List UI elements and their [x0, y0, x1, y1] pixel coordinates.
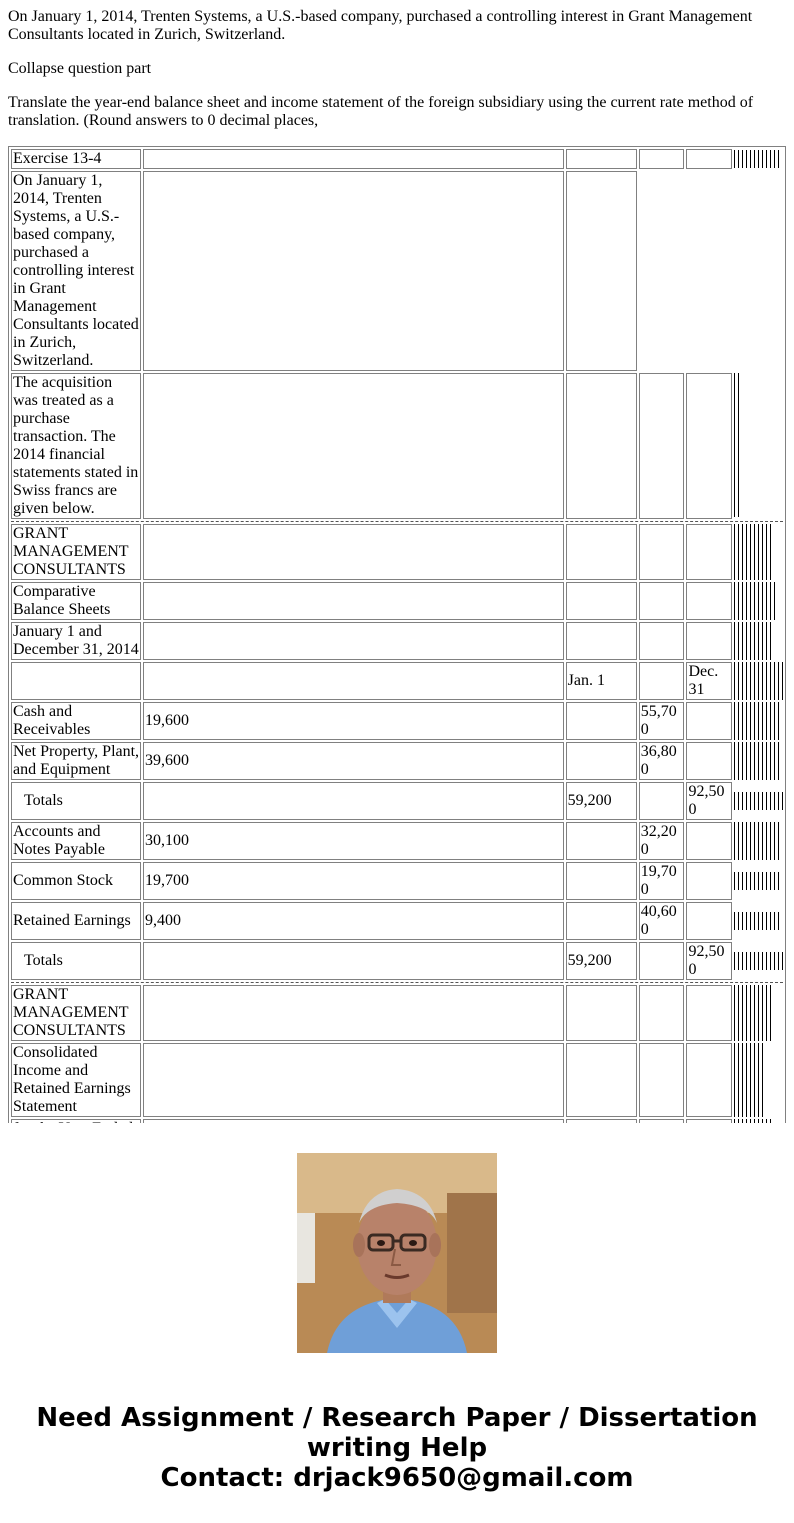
promo-text: [0, 1403, 794, 1493]
dec-total: 92,500: [686, 782, 732, 820]
exercise-table-container: [8, 146, 786, 1123]
table-row: [11, 902, 783, 940]
row-label: Totals: [11, 942, 141, 980]
dec-total: 92,500: [686, 942, 732, 980]
dec-value: 40,600: [639, 902, 685, 940]
jan-total: 59,200: [566, 942, 637, 980]
column-header-jan: Jan. 1: [566, 662, 637, 700]
person-portrait-icon: [297, 1153, 497, 1353]
row-label: Cash and Receivables: [11, 702, 141, 740]
dec-value: 32,200: [639, 822, 685, 860]
jan-value: 39,600: [143, 742, 564, 780]
column-header-dec: Dec. 31: [686, 662, 732, 700]
table-row: [11, 702, 783, 740]
table-row: [11, 742, 783, 780]
exercise-label: Exercise 13-4: [11, 149, 141, 169]
balance-sheet-dates: January 1 and December 31, 2014: [11, 622, 141, 660]
acquisition-note-cell: The acquisition was treated as a purchase transaction. The 2014 financial statements stated in Swiss francs are given below.: [11, 373, 141, 519]
table-row: [11, 582, 783, 620]
income-statement-title: Consolidated Income and Retained Earnings Statement: [11, 1043, 141, 1117]
dec-value: 36,800: [639, 742, 685, 780]
table-row: [11, 1043, 783, 1117]
table-row: [11, 373, 783, 519]
intro-paragraph-1: On January 1, 2014, Trenten Systems, a U.S.-based company, purchased a controlling interest in Grant Management Consultants located in Zurich, Switzerland.: [8, 8, 753, 43]
row-label: Accounts and Notes Payable: [11, 822, 141, 860]
collapse-question-part-link[interactable]: Collapse question part: [8, 60, 152, 77]
promo-section: [0, 1123, 794, 1523]
row-label: Net Property, Plant, and Equipment: [13, 743, 140, 778]
table-row: [11, 942, 783, 980]
balance-sheet-title: Comparative Balance Sheets: [11, 582, 141, 620]
table-row: [11, 524, 783, 580]
promo-line-1: Need Assignment / Research Paper / Dissertation writing Help: [36, 1403, 758, 1463]
instruction-paragraph: Translate the year-end balance sheet and income statement of the foreign subsidiary using the current rate method of translation. (Round answers to 0 decimal places,: [8, 94, 754, 129]
row-label: Totals: [11, 782, 141, 820]
jan-total: 59,200: [566, 782, 637, 820]
table-row: [11, 782, 783, 820]
income-statement-company-title: GRANT MANAGEMENT CONSULTANTS: [11, 985, 141, 1041]
promo-contact-email[interactable]: Contact: drjack9650@gmail.com: [160, 1463, 634, 1493]
dec-value: 55,700: [639, 702, 685, 740]
jan-value: 30,100: [143, 822, 564, 860]
table-row: [11, 622, 783, 660]
jan-value: 9,400: [143, 902, 564, 940]
jan-value: 19,600: [143, 702, 564, 740]
exercise-table: [8, 146, 786, 1222]
row-label: Common Stock: [11, 862, 141, 900]
balance-sheet-company-title: GRANT MANAGEMENT CONSULTANTS: [11, 524, 141, 580]
table-row: [11, 822, 783, 860]
table-row: [11, 862, 783, 900]
table-row: [11, 149, 783, 169]
tutor-avatar: [297, 1153, 497, 1353]
jan-value: 19,700: [143, 862, 564, 900]
table-row: [11, 171, 783, 371]
row-label: Retained Earnings: [11, 902, 141, 940]
description-cell: On January 1, 2014, Trenten Systems, a U.S.-based company, purchased a controlling interest in Grant Management Consultants located in Zurich, Switzerland.: [11, 171, 141, 371]
table-row: [11, 662, 783, 700]
table-row: [11, 985, 783, 1041]
question-intro: [8, 8, 778, 130]
dec-value: 19,700: [639, 862, 685, 900]
